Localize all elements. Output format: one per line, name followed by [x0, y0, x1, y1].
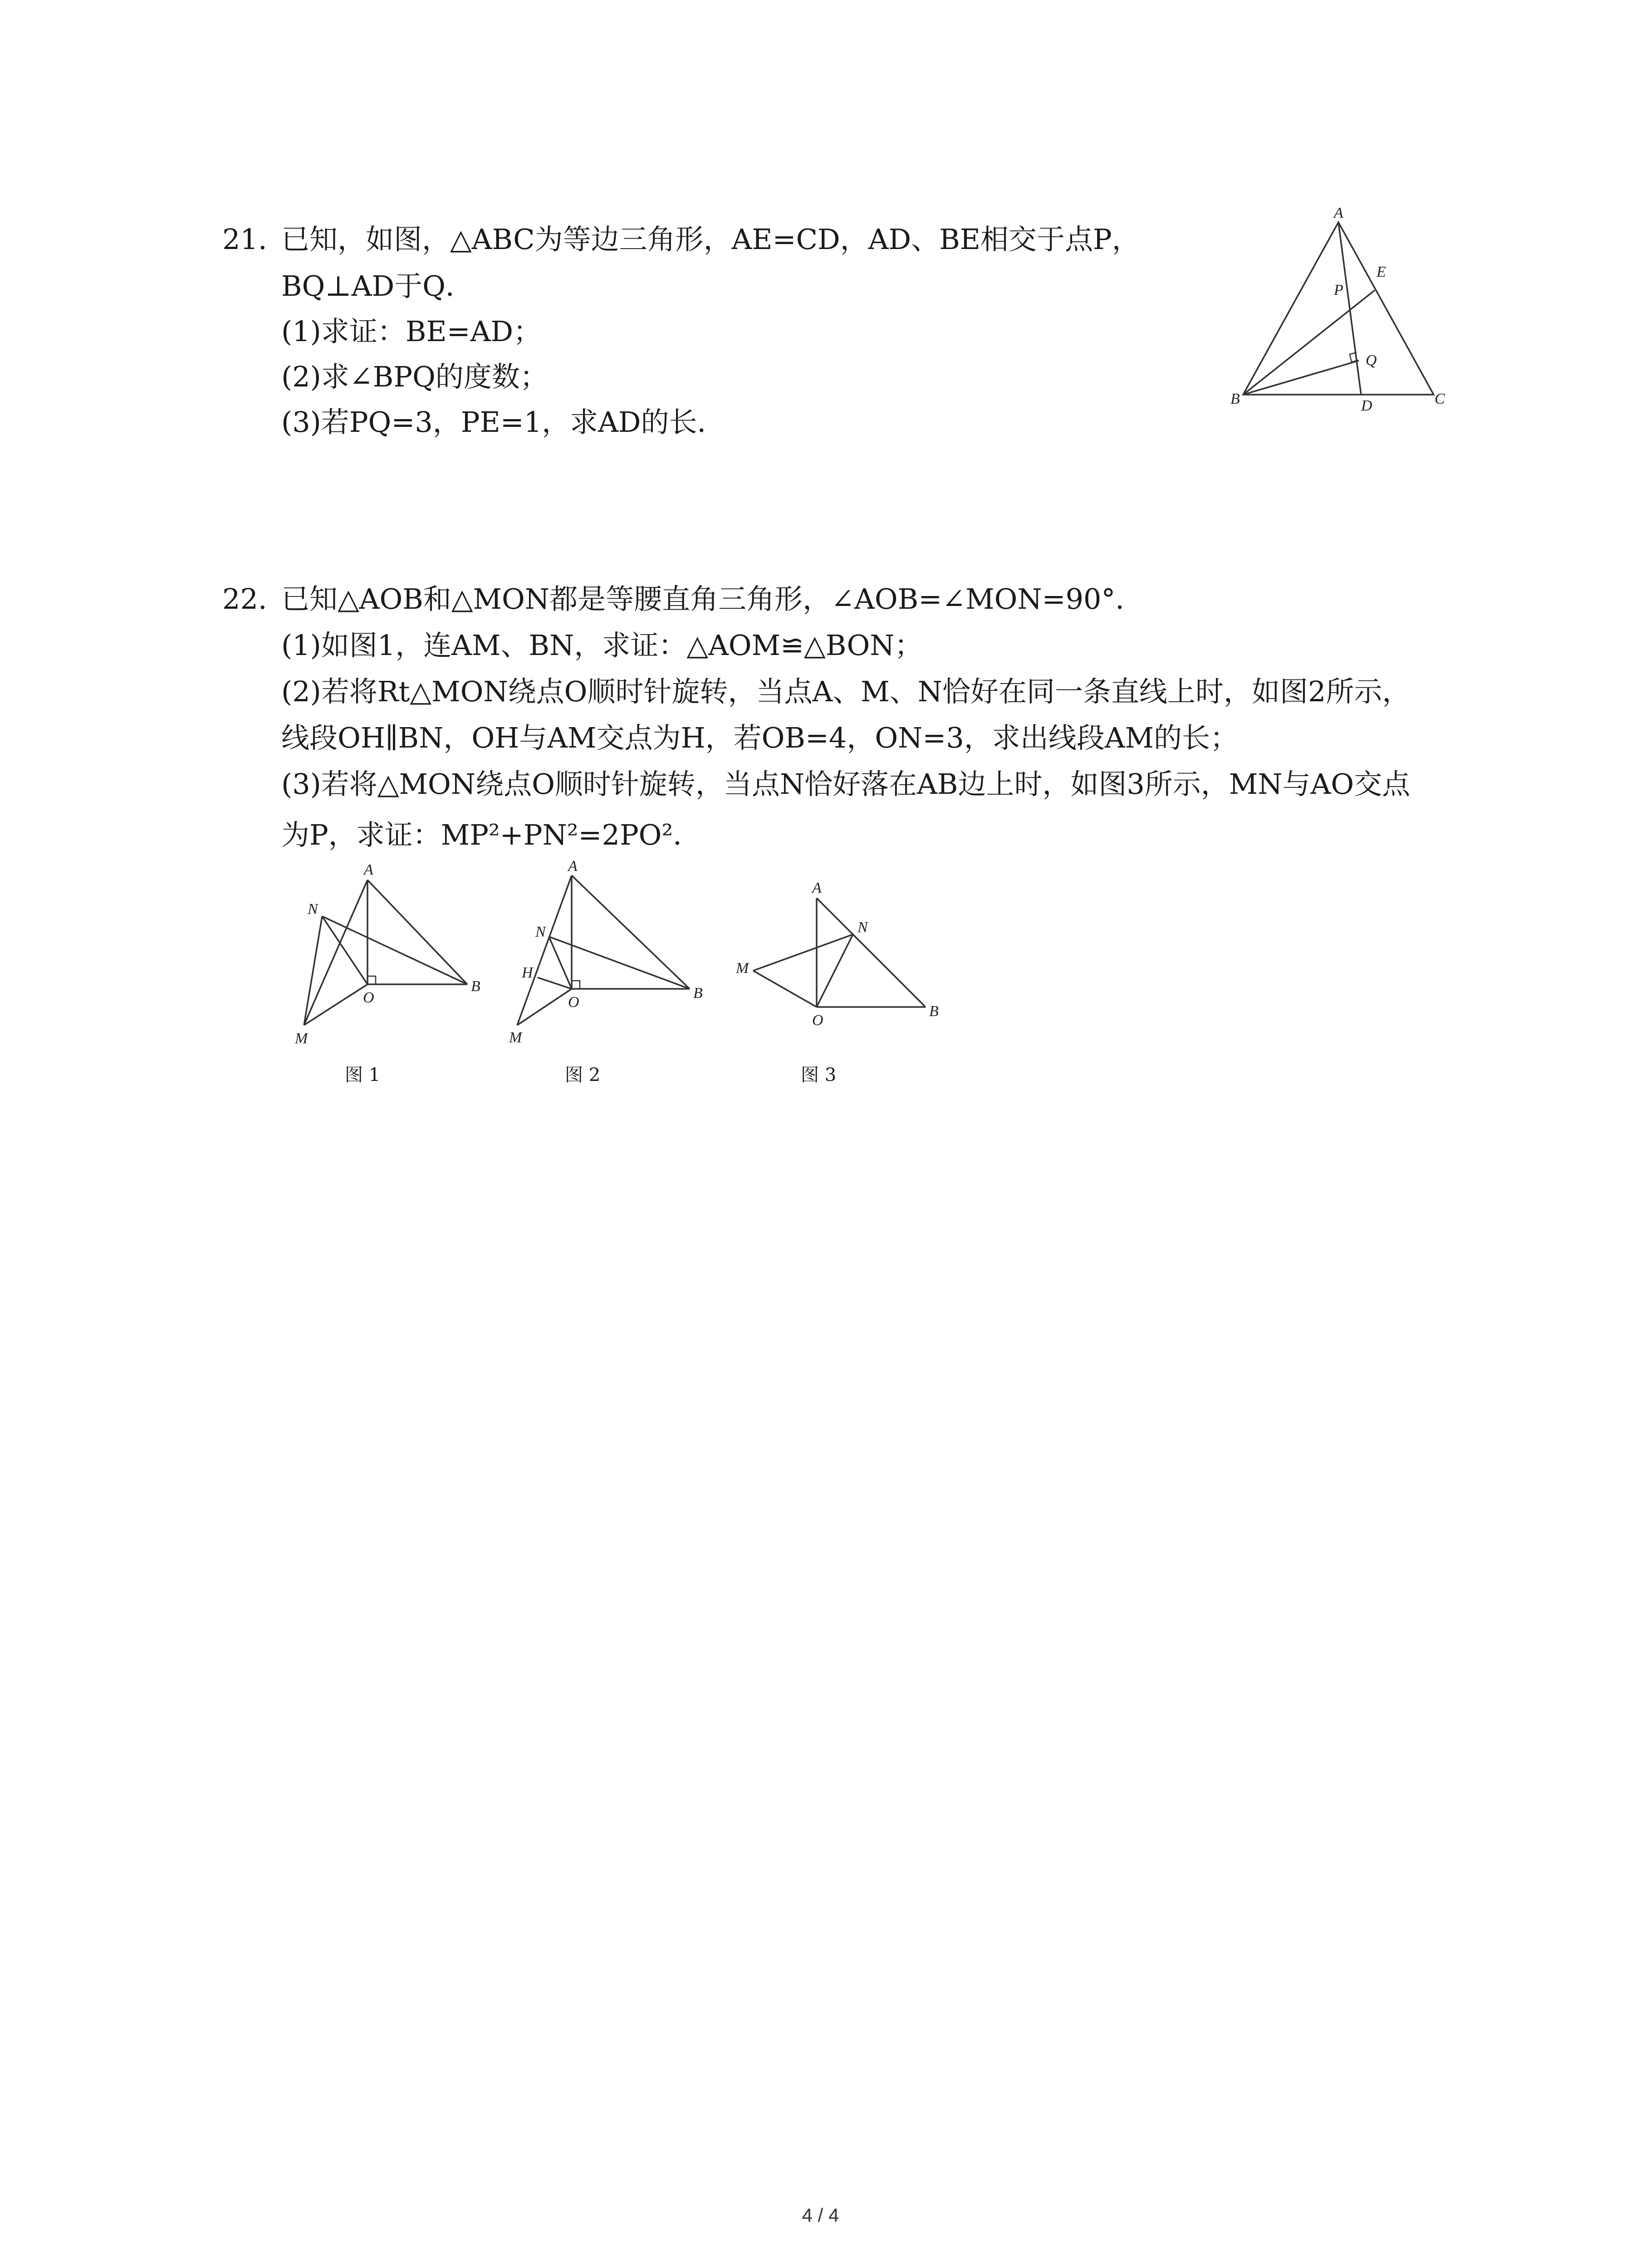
q21-part-3: (3)若PQ=3，PE=1，求AD的长． — [281, 406, 725, 439]
fig3-label-b: B — [929, 1003, 939, 1020]
segment-ad — [1338, 222, 1361, 395]
label-p: P — [1334, 282, 1343, 298]
fig2-label-m: M — [509, 1029, 522, 1046]
q22-part-1: (1)如图1，连AM、BN，求证：△AOM≌△BON； — [281, 629, 923, 662]
q22-figure-2 — [504, 858, 721, 1052]
fig1-label-b: B — [471, 978, 480, 995]
q21-figure — [1225, 205, 1479, 417]
question-21-number: 21. — [222, 223, 267, 256]
fig2-label-h: H — [522, 964, 533, 981]
page-number: 4 / 4 — [802, 2204, 839, 2226]
label-d: D — [1361, 397, 1372, 414]
q21-part-1: (1)求证：BE=AD； — [281, 315, 542, 348]
fig2-label-n: N — [535, 924, 546, 940]
label-c: C — [1435, 391, 1445, 407]
label-q: Q — [1366, 352, 1377, 369]
fig2-label-a: A — [568, 858, 578, 875]
figure-1-caption: 图 1 — [345, 1065, 381, 1085]
fig2-label-b: B — [693, 985, 703, 1002]
q22-part-2-line-1: (2)若将Rt△MON绕点O顺时针旋转，当点A、M、N恰好在同一条直线上时，如图2所示， — [281, 675, 1411, 708]
q22-part-3-line-2: 为P，求证：MP²+PN²=2PO²． — [281, 818, 701, 851]
fig3-label-o: O — [812, 1012, 823, 1029]
label-e: E — [1376, 264, 1386, 280]
q22-stem: 已知△AOB和△MON都是等腰直角三角形，∠AOB=∠MON=90°． — [281, 582, 1144, 616]
triangle-abc — [1243, 222, 1434, 395]
fig1-label-o: O — [363, 989, 374, 1006]
q22-part-3-line-1: (3)若将△MON绕点O顺时针旋转，当点N恰好落在AB边上时，如图3所示，MN与AO交点 — [281, 767, 1411, 801]
figure-3-caption: 图 3 — [801, 1065, 837, 1085]
fig3-label-m: M — [736, 960, 749, 977]
q22-figure-3 — [726, 871, 953, 1043]
label-b: B — [1230, 391, 1240, 407]
q22-figure-1 — [286, 862, 495, 1052]
q22-part-2-line-2: 线段OH∥BN，OH与AM交点为H，若OB=4，ON=3，求出线段AM的长； — [281, 721, 1239, 754]
fig3-label-n: N — [857, 919, 868, 936]
figure-2-caption: 图 2 — [565, 1065, 601, 1085]
fig1-label-a: A — [364, 861, 373, 878]
q21-stem-line-1: 已知，如图，△ABC为等边三角形，AE=CD，AD、BE相交于点P， — [281, 223, 1140, 256]
fig1-label-n: N — [308, 901, 318, 918]
fig1-label-m: M — [295, 1030, 308, 1047]
fig3-label-a: A — [812, 880, 822, 896]
q21-part-2: (2)求∠BPQ的度数； — [281, 360, 548, 393]
right-angle-mark-q — [1350, 352, 1358, 362]
fig2-label-o: O — [568, 994, 579, 1011]
segment-bq — [1243, 361, 1359, 395]
q21-stem-line-2: BQ⊥AD于Q． — [281, 269, 474, 303]
question-22-number: 22. — [222, 582, 267, 616]
label-a: A — [1334, 205, 1343, 221]
